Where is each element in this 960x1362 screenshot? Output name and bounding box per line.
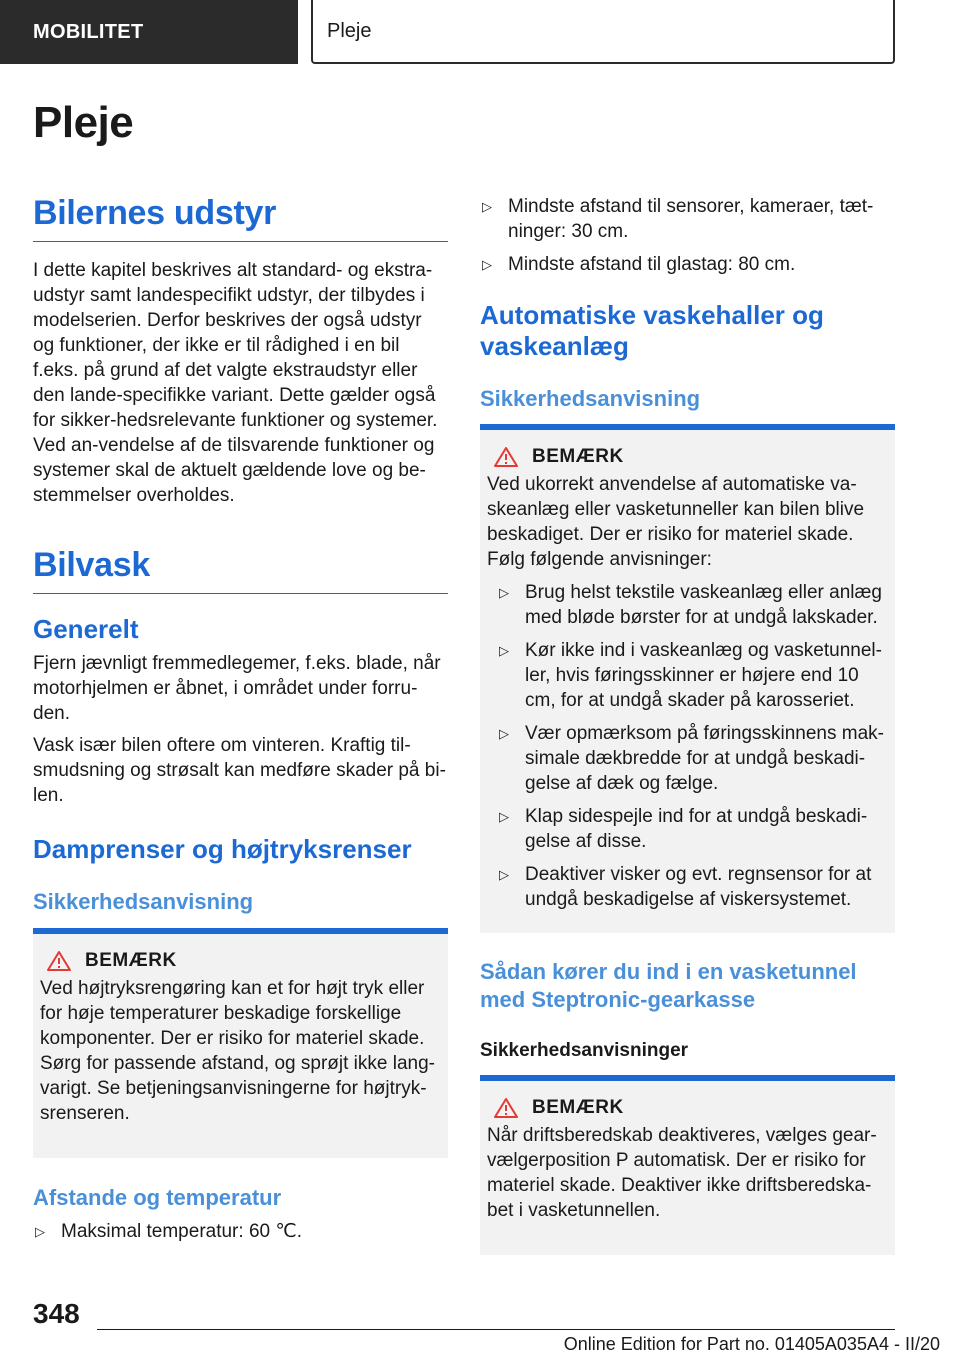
- triangle-bullet-icon: ▷: [499, 867, 509, 882]
- heading-sikkerhedsanvisning: Sikkerhedsanvisning: [33, 889, 254, 914]
- footer-edition: Online Edition for Part no. 01405A035A4 - II/20: [563, 1334, 940, 1354]
- warning-triangle-icon: [493, 1097, 519, 1119]
- bullet-list-temperatur: [33, 1219, 448, 1252]
- notice-text: Når driftsberedskab deaktiveres, vælges gear-vælgerposition P automatisk. Der er risiko for materiel skade. Deaktiver ikke driftsberedska-bet i vasketunnellen.: [487, 1125, 877, 1221]
- warning-triangle-icon: [493, 446, 519, 468]
- notice-box-steptronic: [480, 1075, 895, 1255]
- list-item: ▷ Maksimal temperatur: 60 ℃.: [35, 1221, 302, 1242]
- warning-triangle-icon: [46, 950, 72, 972]
- section-tab: [0, 0, 298, 64]
- triangle-bullet-icon: ▷: [482, 257, 492, 272]
- chapter-tab: [311, 0, 895, 64]
- heading-sikkerhedsanvisning: Sikkerhedsanvisning: [480, 386, 701, 411]
- notice-header: [487, 446, 885, 468]
- list-item: ▷ Mindste afstand til sensorer, kameraer, tæt-ninger: 30 cm.: [482, 196, 874, 242]
- heading-damprenser: Damprenser og højtryksrenser: [33, 834, 412, 864]
- triangle-bullet-icon: ▷: [499, 726, 509, 741]
- page-title: Pleje: [33, 98, 134, 147]
- heading-automatiske-vaskehaller: Automatiske vaskehaller og vaskeanlæg: [480, 300, 824, 361]
- bullet-list-afstande: [480, 194, 895, 285]
- list-item: ▷ Brug helst tekstile vaskeanlæg eller anlæg med bløde børster for at undgå lakskader.: [499, 582, 882, 628]
- notice-text: Ved højtryksrengøring kan et for højt tryk eller for høje temperaturer beskadige forskellige komponenter. Der er risiko for materiel skade. Sørg for passende afstand, og sprøjt ikke lang-varigt. Se betjeningsanvisningerne for højtryk-srenseren.: [40, 978, 435, 1124]
- paragraph-generelt-1: Fjern jævnligt fremmedlegemer, f.eks. blade, når motorhjelmen er åbnet, i området under forru-den.: [33, 653, 441, 724]
- notice-title: BEMÆRK: [532, 1097, 624, 1118]
- list-item: ▷ Deaktiver visker og evt. regnsensor for at undgå beskadigelse af viskersystemet.: [499, 864, 872, 910]
- notice-text: Ved ukorrekt anvendelse af automatiske va-skeanlæg eller vasketunneller kan bilen blive beskadiget. Der er risiko for materiel skade. Følg følgende anvisninger:: [487, 474, 865, 570]
- triangle-bullet-icon: ▷: [499, 585, 509, 600]
- heading-sikkerhedsanvisninger: Sikkerhedsanvisninger: [480, 1040, 689, 1061]
- list-item: ▷ Vær opmærksom på føringsskinnens mak-simale dækbredde for at undgå beskadi-gelse af dæk og fælge.: [499, 723, 884, 794]
- notice-title: BEMÆRK: [85, 950, 177, 971]
- page-number: 348: [33, 1298, 80, 1329]
- triangle-bullet-icon: ▷: [499, 809, 509, 824]
- heading-generelt: Generelt: [33, 614, 139, 644]
- notice-header: [487, 1097, 885, 1119]
- heading-bilernes-udstyr: Bilernes udstyr: [33, 194, 448, 242]
- notice-title: BEMÆRK: [532, 446, 624, 467]
- section-label: MOBILITET: [33, 20, 144, 43]
- paragraph-udstyr: I dette kapitel beskrives alt standard- og ekstra-udstyr samt landespecifikt udstyr, der tilbydes i modelserien. Derfor beskrives der også udstyr og funktioner, der ikke er til rådighed i en bil f.eks. på grund af det valgte ekstraudstyr eller den lande-specifikke variant. Dette gælder også for sikker-hedsrelevante funktioner og systemer. Ved an-vendelse af de tilsvarende funktioner og systemer skal de aktuelt gældende love og be-stemmelser overholdes.: [33, 260, 438, 506]
- footer-divider: [97, 1329, 895, 1330]
- triangle-bullet-icon: ▷: [482, 199, 492, 214]
- triangle-bullet-icon: ▷: [499, 643, 509, 658]
- triangle-bullet-icon: ▷: [35, 1224, 45, 1239]
- list-item: ▷ Kør ikke ind i vaskeanlæg og vasketunnel-ler, hvis føringsskinner er højere end 10 cm, for at undgå skader på karosseriet.: [499, 640, 882, 711]
- notice-box-damp: [33, 928, 448, 1158]
- notice-box-vaskeanlaeg: [480, 424, 895, 933]
- heading-bilvask: Bilvask: [33, 546, 448, 594]
- paragraph-generelt-2: Vask især bilen oftere om vinteren. Kraftig til-smudsning og strøsalt kan medføre skader på bi-len.: [33, 735, 446, 806]
- heading-afstande: Afstande og temperatur: [33, 1185, 282, 1210]
- list-item: ▷ Klap sidespejle ind for at undgå beskadi-gelse af disse.: [499, 806, 868, 852]
- chapter-label: Pleje: [327, 19, 372, 42]
- notice-header: [40, 950, 438, 972]
- list-item: ▷ Mindste afstand til glastag: 80 cm.: [482, 254, 796, 275]
- notice-bullet-list: [487, 580, 885, 912]
- heading-vasketunnel: Sådan kører du ind i en vasketunnel med Steptronic-gearkasse: [480, 959, 857, 1012]
